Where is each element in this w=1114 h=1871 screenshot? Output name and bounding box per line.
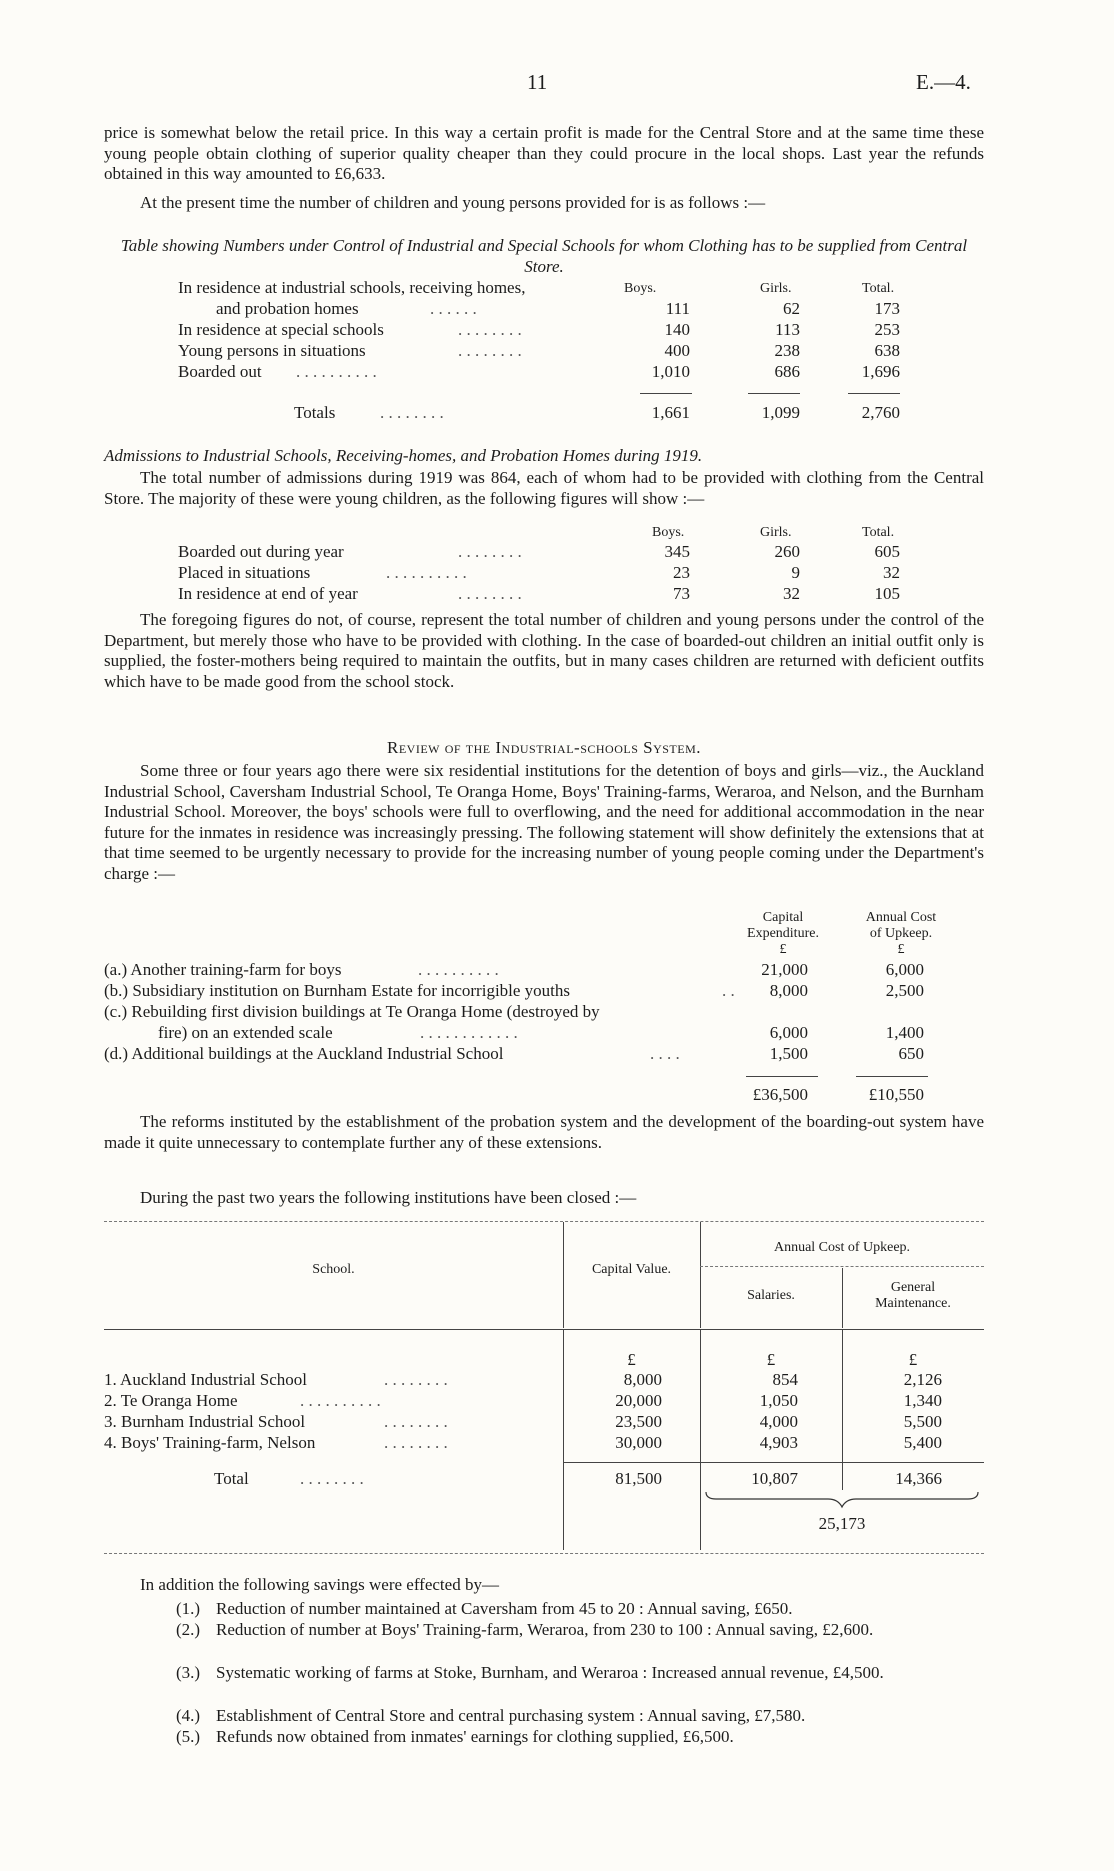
leader-dots: . . . . . . . . . . [296,362,377,381]
extensions-row [0,1044,1114,1065]
closed-cell-salaries: 1,050 [759,1391,798,1410]
leader-dots: . . . . . . [430,299,477,318]
extensions-cell-annual: 6,000 [885,960,924,979]
closed-cell-salaries: 4,903 [759,1433,798,1452]
admissions-paragraph: The total number of admissions during 1919 was 864, each of whom had to be provided with clothing from the Central Store. The majority of these were young children, as the following figures will show :— [104,468,984,508]
extensions-row [0,1002,1114,1023]
unit-general: £ [908,1350,918,1369]
closed-grand-total: 25,173 [818,1514,866,1533]
closed-cell-salaries: 854 [772,1370,798,1389]
admissions-header-boys: Boys. [652,525,685,540]
extensions-cell-capital: 21,000 [761,960,808,979]
intro-paragraph: price is somewhat below the retail price. In this way a certain profit is made for the Central Store and at the same time these young people obtain clothing of superior quality cheaper than they could procure in the local shops. Last year the refunds obtained in this way amounted to £6,633. [104,123,984,183]
extensions-cell-capital: 1,500 [769,1044,808,1063]
savings-item-number: (4.) [176,1706,201,1725]
extensions-rule [746,1076,818,1077]
table1-row [0,320,1114,341]
review-paragraph: Some three or four years ago there were six residential institutions for the detention of boys and girls—viz., the Auckland Industrial School, Caversham Industrial School, Te Oranga Home, Boys' Training-farms, Weraroa, and Nelson, and the Burnham Industrial School. Moreover, the boys' schools were full to overflowing, and the need for additional accommodation in the near future for the inmates in residence was increasingly pressing. The following statement will show definitely the extensions that at that time seemed to be urgently necessary to provide for the increasing number of young people coming under the Department's charge :— [104,761,984,883]
table1-header-girls: Girls. [760,281,792,296]
page-number: 11 [527,70,548,94]
closed-total-general: 14,366 [895,1469,942,1488]
closed-table-row [0,1433,1114,1454]
admissions-note-paragraph: The foregoing figures do not, of course, represent the total number of children and young persons under the control of the Department, but merely those who have to be provided with clothing. In the case of boarded-out children an initial outfit only is supplied, the foster-mothers being required to maintain the outfits, but in many cases children are returned with deficient outfits which have to be made good from the school stock. [104,610,984,691]
header-subrule [700,1266,984,1267]
header-line: Maintenance. [875,1296,951,1311]
admissions-cell-boys: 73 [673,584,690,603]
savings-item-text: Reduction of number at Boys' Training-farm, Weraroa, from 230 to 100 : Annual saving, £2,600. [216,1620,874,1639]
reforms-paragraph: The reforms instituted by the establishment of the probation system and the development of the boarding-out system have made it quite unnecessary to contemplate further any of these extensions. [104,1112,984,1152]
extensions-row [0,960,1114,981]
units-row [0,1350,1114,1371]
savings-intro: In addition the following savings were effected by— [140,1575,499,1594]
column-divider [700,1222,701,1328]
table1-caption: Table showing Numbers under Control of Industrial and Special Schools for whom Clothing has to be supplied from Central Store. [120,236,968,276]
table1-cell-girls: 686 [774,362,800,381]
leader-dots: . . [722,981,735,1000]
extensions-cell-capital: 8,000 [769,981,808,1000]
header-line: Expenditure. [747,926,819,941]
header-unit: £ [779,942,787,957]
table1-cell-boys: 140 [664,320,690,339]
header-general-maintenance [842,1280,984,1312]
admissions-row-label: Placed in situations [178,563,311,582]
extensions-total-capital: £36,500 [752,1085,808,1104]
closed-table-row [0,1370,1114,1391]
extensions-row [0,981,1114,1002]
admissions-header-total: Total. [862,525,895,540]
header-capital-value: Capital Value. [591,1262,672,1277]
admissions-cell-total: 32 [883,563,900,582]
header-unit: £ [897,942,905,957]
admissions-row [0,542,1114,563]
total-rule [563,1462,984,1463]
admissions-cell-total: 605 [874,542,900,561]
extensions-total-annual: £10,550 [868,1085,924,1104]
table1-row-label: Young persons in situations [178,341,366,360]
leader-dots: . . . . . . . . [384,1370,448,1389]
table1-total-girls: 1,099 [761,403,800,422]
review-heading: Review of the Industrial-schools System. [386,738,702,757]
extensions-item-label: (c.) Rebuilding first division buildings at Te Oranga Home (destroyed by [104,1002,600,1021]
extensions-cell-capital: 6,000 [769,1023,808,1042]
brace-icon [700,1490,984,1512]
closed-school-name: 1. Auckland Industrial School [104,1370,308,1389]
table1-row [0,299,1114,320]
table1-cell-boys: 1,010 [651,362,690,381]
extensions-cell-annual: 2,500 [885,981,924,1000]
savings-item-text: Systematic working of farms at Stoke, Burnham, and Weraroa : Increased annual revenue, £4,500. [216,1663,884,1682]
extensions-cell-annual: 1,400 [885,1023,924,1042]
table1-totals-label: Totals [294,403,336,422]
admissions-cell-girls: 32 [783,584,800,603]
extensions-header-capital [728,910,838,958]
savings-item-text: Reduction of number maintained at Caversham from 45 to 20 : Annual saving, £650. [216,1599,793,1618]
savings-item-number: (3.) [176,1663,201,1682]
leader-dots: . . . . . . . . [384,1412,448,1431]
admissions-heading: Admissions to Industrial Schools, Receiving-homes, and Probation Homes during 1919. [104,446,703,465]
closed-cell-general: 1,340 [903,1391,942,1410]
leader-dots: . . . . . . . . [300,1469,364,1488]
extensions-row [0,1023,1114,1044]
leader-dots: . . . . . . . . [458,320,522,339]
table-top-rule [104,1221,984,1222]
closed-cell-capital: 20,000 [615,1391,662,1410]
table1-row-label: Boarded out [178,362,262,381]
closed-cell-general: 2,126 [903,1370,942,1389]
closed-school-name: 2. Te Oranga Home [104,1391,238,1410]
table1-cell-total: 173 [874,299,900,318]
closed-cell-general: 5,500 [903,1412,942,1431]
leader-dots: . . . . . . . . [458,584,522,603]
header-bottom-rule [104,1329,984,1330]
closed-cell-capital: 23,500 [615,1412,662,1431]
header-annual-cost: Annual Cost of Upkeep. [773,1240,911,1255]
table1-cell-girls: 62 [783,299,800,318]
closed-school-name: 4. Boys' Training-farm, Nelson [104,1433,316,1452]
document-reference: E.—4. [916,70,971,94]
closed-table-row [0,1391,1114,1412]
closed-intro: During the past two years the following institutions have been closed :— [140,1188,637,1207]
table1-totals-row [0,403,1114,424]
closed-cell-capital: 30,000 [615,1433,662,1452]
table1-row-label: In residence at special schools [178,320,384,339]
closed-school-name: 3. Burnham Industrial School [104,1412,306,1431]
table1-cell-girls: 113 [775,320,800,339]
admissions-cell-boys: 23 [673,563,690,582]
table1-cell-total: 253 [874,320,900,339]
table1-row [0,362,1114,383]
extensions-item-label: (a.) Another training-farm for boys [104,960,342,979]
closed-table-row [0,1412,1114,1433]
table1-cell-boys: 111 [665,299,690,318]
closed-total-label: Total [214,1469,249,1488]
unit-salaries: £ [766,1350,776,1369]
header-salaries: Salaries. [747,1288,795,1303]
extensions-rule [856,1076,928,1077]
table1-total-total: 2,760 [861,403,900,422]
header-line: of Upkeep. [869,926,933,941]
extensions-item-label-cont: fire) on an extended scale [158,1023,333,1042]
table1-cell-total: 1,696 [861,362,900,381]
closed-total-salaries: 10,807 [751,1469,798,1488]
leader-dots: . . . . . . . . [458,341,522,360]
leader-dots: . . . . . . . . . . . . [420,1023,518,1042]
savings-item-number: (1.) [176,1599,201,1618]
leader-dots: . . . . . . . . [380,403,444,422]
closed-total-capital: 81,500 [615,1469,662,1488]
table1-rule [848,393,900,394]
extensions-total-row [0,1085,1114,1106]
admissions-header-girls: Girls. [760,525,792,540]
admissions-cell-total: 105 [874,584,900,603]
admissions-header-row [0,522,1114,543]
extensions-cell-annual: 650 [898,1044,924,1063]
leader-dots: . . . . . . . . . . [386,563,467,582]
savings-item-text: Refunds now obtained from inmates' earnings for clothing supplied, £6,500. [216,1727,734,1746]
admissions-row-label: In residence at end of year [178,584,358,603]
table1-row-label: In residence at industrial schools, receiving homes, [178,278,526,297]
closed-cell-salaries: 4,000 [759,1412,798,1431]
table1-row-label-cont: and probation homes [216,299,359,318]
savings-item-number: (5.) [176,1727,201,1746]
unit-capital: £ [627,1350,636,1369]
admissions-row-label: Boarded out during year [178,542,344,561]
admissions-cell-girls: 9 [791,563,800,582]
header-school: School. [312,1262,355,1277]
admissions-cell-boys: 345 [664,542,690,561]
header-line: General [890,1280,936,1295]
leader-dots: . . . . [650,1044,680,1063]
table1-total-boys: 1,661 [651,403,690,422]
leader-dots: . . . . . . . . [458,542,522,561]
extensions-header-annual [846,910,956,958]
table1-cell-boys: 400 [664,341,690,360]
table-bottom-rule [104,1553,984,1554]
table1-rule [640,393,692,394]
leader-dots: . . . . . . . . . . [300,1391,381,1410]
closed-cell-capital: 8,000 [623,1370,662,1389]
savings-item-number: (2.) [176,1620,201,1639]
admissions-row [0,563,1114,584]
extensions-item-label: (d.) Additional buildings at the Auckland Industrial School [104,1044,504,1063]
leader-dots: . . . . . . . . [384,1433,448,1452]
extensions-item-label: (b.) Subsidiary institution on Burnham Estate for incorrigible youths [104,981,571,1000]
table1-row [0,341,1114,362]
admissions-cell-girls: 260 [774,542,800,561]
table1-rule [748,393,800,394]
table1-header-boys: Boys. [624,281,657,296]
table1-cell-girls: 238 [774,341,800,360]
table1-cell-total: 638 [874,341,900,360]
header-line: Capital [762,910,804,925]
table1-header-total: Total. [862,281,895,296]
intro-statement: At the present time the number of children and young persons provided for is as follows :— [140,193,766,212]
leader-dots: . . . . . . . . . . [418,960,499,979]
closed-total-row [0,1469,1114,1490]
admissions-row [0,584,1114,605]
header-line: Annual Cost [865,910,937,925]
closed-cell-general: 5,400 [903,1433,942,1452]
table1-header-row [0,278,1114,299]
savings-item-text: Establishment of Central Store and central purchasing system : Annual saving, £7,580. [216,1706,806,1725]
